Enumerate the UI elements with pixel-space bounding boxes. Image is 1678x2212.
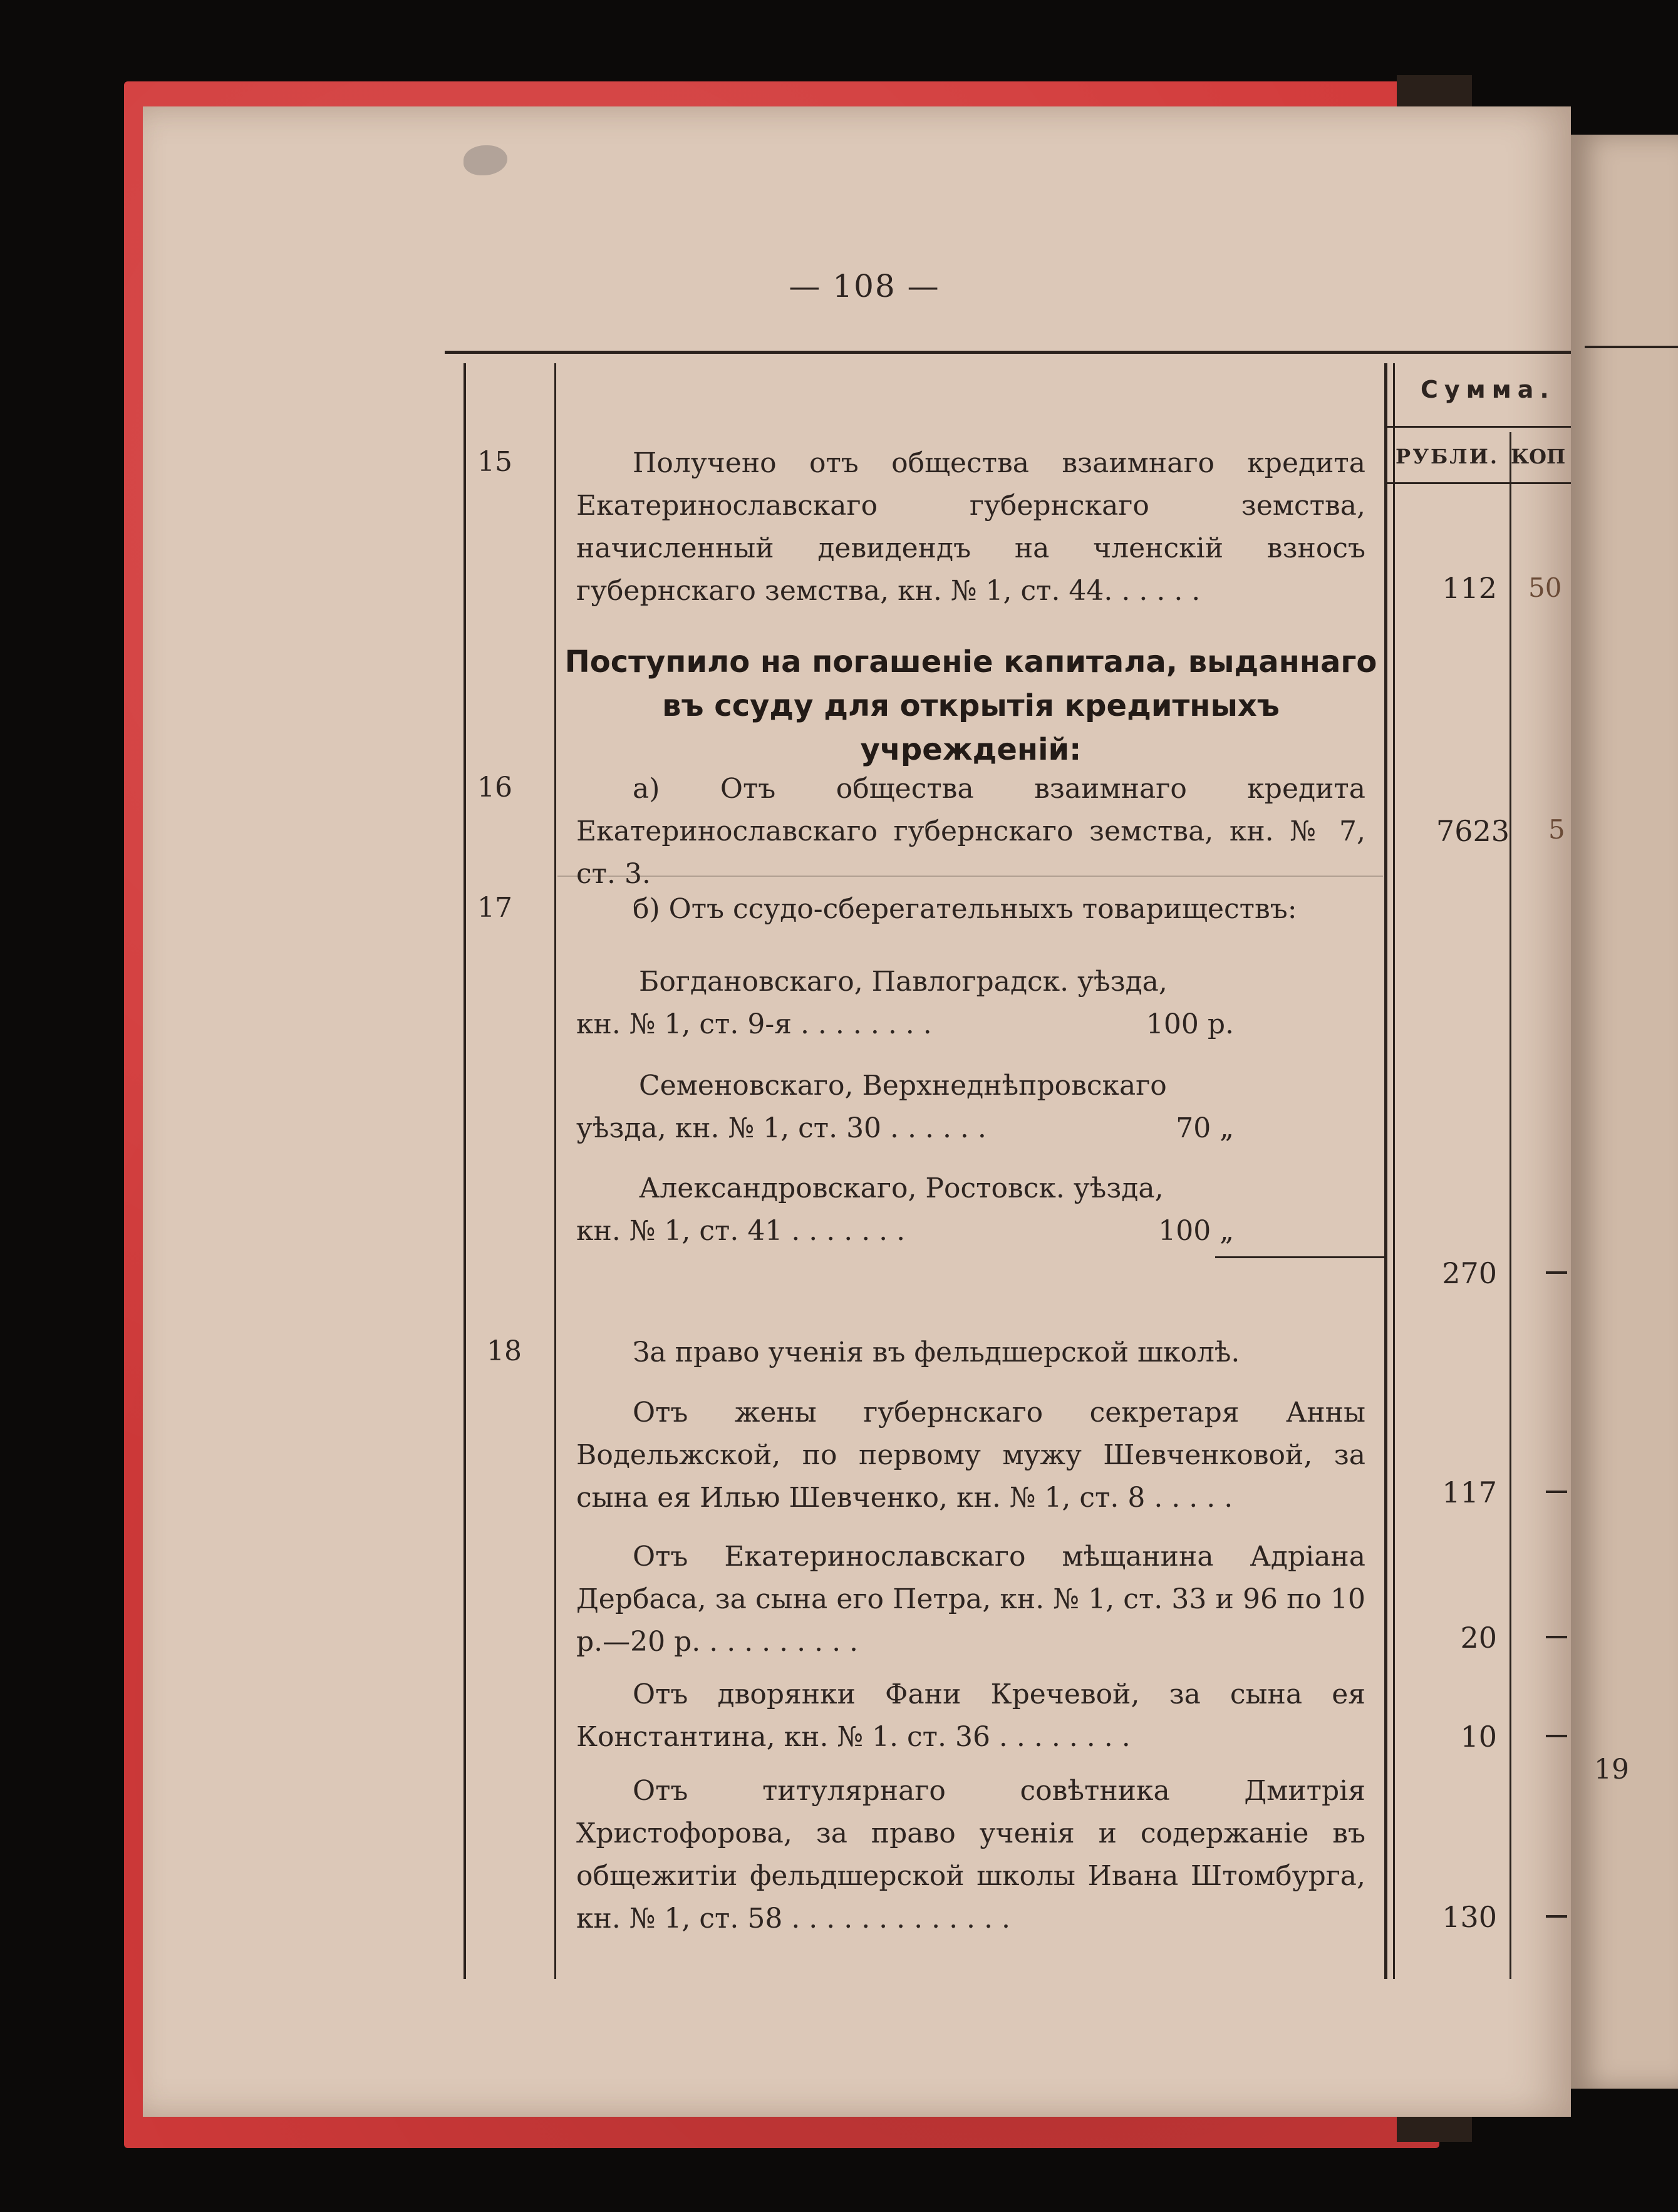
kopecks-amount: 50	[1528, 572, 1562, 603]
kopecks-dash	[1546, 1735, 1567, 1737]
row-divider	[557, 876, 1383, 877]
column-rule-left	[464, 363, 466, 1979]
sub-item	[576, 1065, 1234, 1150]
kopecks-column-header: КОП	[1511, 445, 1566, 468]
sub-item-ref: кн. № 1, ст. 9-я . . . . . . . .	[576, 1008, 932, 1040]
sub-item-line: Александровскаго, Ростовск. уѣзда,	[639, 1172, 1164, 1204]
sub-entry-text: Отъ титулярнаго совѣтника Дмитрія Христофорова, за право ученія и содержаніе въ общежитіи фельдшерской школы Ивана Штомбурга, кн. № 1, ст. 58 . . . . . . . . . . . . .	[576, 1775, 1365, 1935]
sub-item-line: Богдановскаго, Павлоградск. уѣзда,	[639, 966, 1168, 998]
sub-item-ref: кн. № 1, ст. 41 . . . . . . .	[576, 1215, 906, 1247]
rubles-amount: 270	[1442, 1256, 1497, 1290]
facing-page-entry-number: 19	[1594, 1754, 1629, 1786]
sub-item-amount: 100 р.	[1146, 1008, 1234, 1040]
rubles-amount: 112	[1442, 571, 1497, 605]
rubles-amount: 130	[1442, 1900, 1497, 1934]
sub-item-amount: 70 „	[1176, 1112, 1234, 1144]
header-rule	[1387, 426, 1571, 428]
table-top-rule	[445, 351, 1571, 354]
rubles-amount: 10	[1460, 1720, 1497, 1754]
sub-item-line	[576, 1210, 1234, 1253]
section-heading: Поступило на погашеніе капитала, выданнаго въ ссуду для открытія кредитныхъ учрежденій:	[564, 644, 1377, 767]
kopecks-dash	[1546, 1271, 1567, 1274]
subtotal-rule	[1215, 1256, 1384, 1258]
sub-item-line	[576, 1107, 1234, 1150]
entry-number: 15	[477, 446, 512, 478]
sub-item-line	[576, 1003, 1234, 1046]
sub-entry-text: Отъ жены губернскаго секретаря Анны Водельжской, по первому мужу Шевченковой, за сына ея Илью Шевченко, кн. № 1, ст. 8 . . . . .	[576, 1397, 1365, 1514]
entry-text: Получено отъ общества взаимнаго кредита Екатеринославскаго губернскаго земства, начисленный девидендъ на членскій взносъ губернскаго земства, кн. № 1, ст. 44. . . . . .	[576, 447, 1365, 607]
sub-item-ref: уѣзда, кн. № 1, ст. 30 . . . . . .	[576, 1112, 987, 1144]
sum-column-header: Сумма.	[1421, 376, 1555, 403]
column-rule-kop	[1510, 432, 1511, 1979]
column-rule-sum	[1384, 363, 1387, 1979]
rubles-column-header: РУБЛИ.	[1396, 445, 1499, 468]
kopecks-dash	[1546, 1915, 1567, 1918]
entry-text: а) Отъ общества взаимнаго кредита Екатеринославскаго губернскаго земства, кн. № 7, ст. 3.	[576, 773, 1365, 890]
kopecks-dash	[1546, 1491, 1567, 1493]
entry-text: б) Отъ ссудо-сберегательныхъ товариществъ:	[633, 893, 1297, 925]
sub-item	[576, 1167, 1234, 1253]
sub-entry-text: Отъ Екатеринославскаго мѣщанина Адріана Дербаса, за сына его Петра, кн. № 1, ст. 33 и 96 по 10 р.—20 р. . . . . . . . . .	[576, 1541, 1365, 1658]
entry-number: 17	[477, 892, 512, 924]
column-rule-sum-inner	[1393, 363, 1395, 1979]
entry-number: 16	[477, 772, 512, 804]
facing-page	[1571, 135, 1678, 2089]
column-rule-num	[554, 363, 556, 1979]
page-number: — 108 —	[789, 268, 940, 304]
entry-text: За право ученія въ фельдшерской школѣ.	[633, 1336, 1240, 1368]
sub-item-amount: 100 „	[1158, 1215, 1234, 1247]
header-rule-2	[1387, 482, 1571, 484]
sub-entry-text: Отъ дворянки Фани Кречевой, за сына ея Константина, кн. № 1. ст. 36 . . . . . . . .	[576, 1678, 1365, 1753]
kopecks-amount: 5	[1548, 814, 1565, 845]
rubles-amount: 117	[1442, 1476, 1497, 1509]
rubles-amount: 7623	[1436, 814, 1510, 848]
sub-item-line: Семеновскаго, Верхнеднѣпровскаго	[639, 1070, 1167, 1102]
rubles-amount: 20	[1460, 1621, 1497, 1655]
entry-number: 18	[487, 1335, 522, 1367]
facing-page-rule	[1585, 346, 1678, 348]
kopecks-dash	[1546, 1636, 1567, 1638]
sub-item	[576, 961, 1234, 1046]
